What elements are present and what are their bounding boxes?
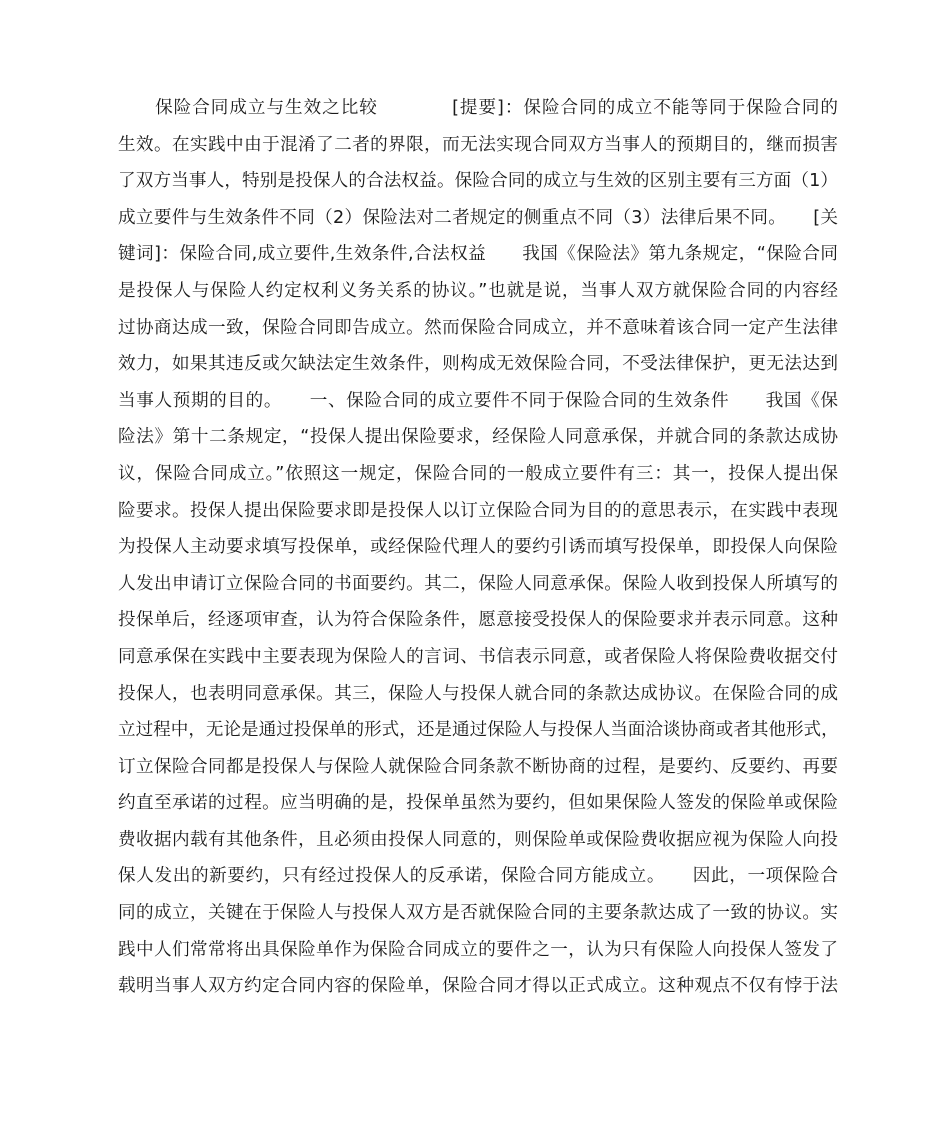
- text-line: 立过程中，无论是通过投保单的形式，还是通过保险人与投保人当面洽谈协商或者其他形式，: [118, 720, 839, 741]
- text-line: 键词]：保险合同,成立要件,生效条件,合法权益 我国《保险法》第九条规定，“保险合同: [118, 244, 838, 265]
- text-line: 同意承保在实践中主要表现为保险人的言词、书信表示同意，或者保险人将保险费收据交付: [118, 646, 838, 667]
- text-line: 了双方当事人，特别是投保人的合法权益。保险合同的成立与生效的区别主要有三方面（1）: [118, 171, 838, 192]
- text-line: 议，保险合同成立。”依照这一规定，保险合同的一般成立要件有三：其一，投保人提出保: [118, 463, 838, 484]
- text-line: 过协商达成一致，保险合同即告成立。然而保险合同成立，并不意味着该合同一定产生法律: [118, 317, 838, 338]
- text-line: 是投保人与保险人约定权利义务关系的协议。”也就是说，当事人双方就保险合同的内容经: [118, 280, 838, 301]
- text-line: 投保单后，经逐项审查，认为符合保险条件，愿意接受投保人的保险要求并表示同意。这种: [118, 610, 838, 631]
- text-line: 载明当事人双方约定合同内容的保险单，保险合同才得以正式成立。这种观点不仅有悖于法: [118, 976, 838, 997]
- text-line: 约直至承诺的过程。应当明确的是，投保单虽然为要约，但如果保险人签发的保险单或保险: [118, 793, 838, 814]
- text-line: 费收据内载有其他条件，且必须由投保人同意的，则保险单或保险费收据应视为保险人向投: [118, 829, 838, 850]
- text-line: 生效。在实践中由于混淆了二者的界限，而无法实现合同双方当事人的预期目的，继而损害: [118, 134, 838, 155]
- text-line: 保人发出的新要约，只有经过投保人的反承诺，保险合同方能成立。 因此，一项保险合: [118, 866, 838, 887]
- text-line: 当事人预期的目的。 一、保险合同的成立要件不同于保险合同的生效条件 我国《保: [118, 390, 838, 411]
- text-line: 效力，如果其违反或欠缺法定生效条件，则构成无效保险合同，不受法律保护，更无法达到: [118, 354, 838, 375]
- text-line: 险要求。投保人提出保险要求即是投保人以订立保险合同为目的的意思表示，在实践中表现: [118, 500, 838, 521]
- text-line: 为投保人主动要求填写投保单，或经保险代理人的要约引诱而填写投保单，即投保人向保险: [118, 537, 838, 558]
- text-line: 成立要件与生效条件不同（2）保险法对二者规定的侧重点不同（3）法律后果不同。 [关: [118, 207, 838, 228]
- text-line: 同的成立，关键在于保险人与投保人双方是否就保险合同的主要条款达成了一致的协议。实: [118, 903, 838, 924]
- text-line: 保险合同成立与生效之比较 [提要]：保险合同的成立不能等同于保险合同的: [118, 98, 838, 118]
- text-line: 险法》第十二条规定，“投保人提出保险要求，经保险人同意承保，并就合同的条款达成协: [118, 427, 838, 448]
- text-line: 订立保险合同都是投保人与保险人就保险合同条款不断协商的过程，是要约、反要约、再要: [118, 756, 838, 777]
- document-body: [118, 90, 838, 1005]
- text-line: 人发出申请订立保险合同的书面要约。其二，保险人同意承保。保险人收到投保人所填写的: [118, 573, 838, 594]
- text-line: 投保人，也表明同意承保。其三，保险人与投保人就合同的条款达成协议。在保险合同的成: [118, 683, 838, 704]
- text-line: 践中人们常常将出具保险单作为保险合同成立的要件之一，认为只有保险人向投保人签发了: [118, 939, 838, 960]
